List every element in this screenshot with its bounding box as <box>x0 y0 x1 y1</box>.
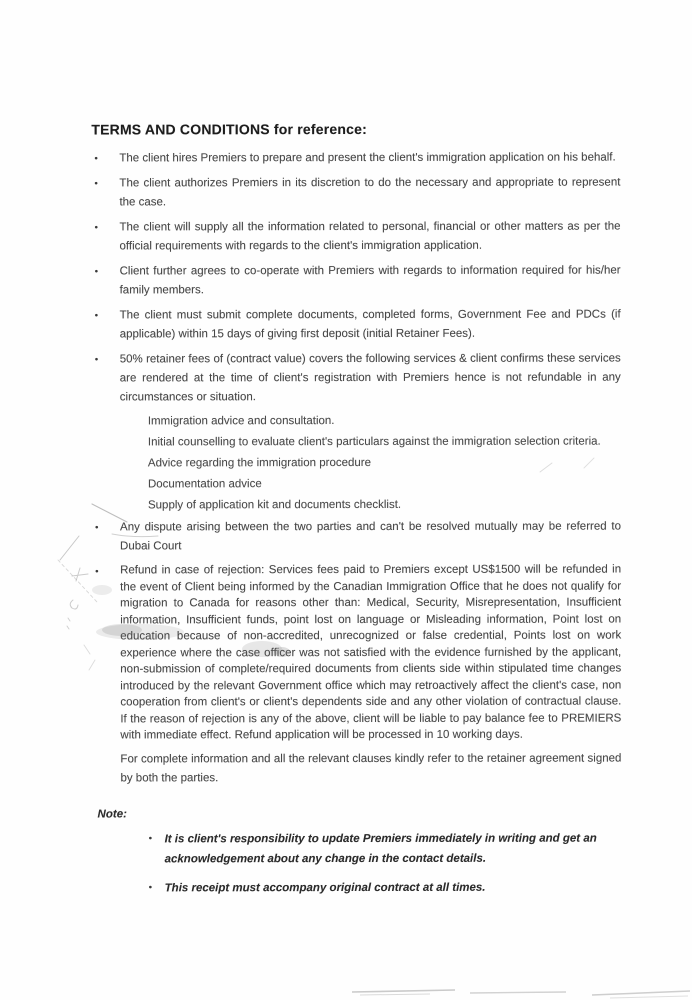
note-label: Note: <box>97 807 127 820</box>
included-service-item: Supply of application kit and documents checklist. <box>147 498 402 512</box>
bullet-marker: • <box>94 222 99 234</box>
closing-paragraph: For complete information and all the relevant clauses kindly refer to the retainer agreement signed by both the parties. <box>120 752 622 784</box>
pen-squiggle <box>72 568 88 581</box>
terms-bullet-item <box>92 350 621 408</box>
bullet-marker: • <box>95 522 99 534</box>
pen-squiggle <box>67 618 70 629</box>
note-section <box>98 807 622 898</box>
included-service-item: Initial counselling to evaluate client's particulars against the immigration selection criteria. <box>147 435 601 449</box>
terms-bullet-item <box>92 518 621 557</box>
note-text: This receipt must accompany original contract at all times. <box>164 881 486 894</box>
scan-streak <box>352 990 455 992</box>
bullet-marker: • <box>148 881 153 893</box>
terms-bullet-item <box>91 218 620 257</box>
document-content <box>91 121 621 907</box>
bullet-marker: • <box>94 354 99 366</box>
terms-bullet-text: Any dispute arising between the two parties and can't be resolved mutually may be referred to Dubai Court <box>120 520 622 553</box>
bullet-marker: • <box>94 153 98 165</box>
scan-streak <box>470 992 566 993</box>
pen-squiggle <box>70 600 78 609</box>
terms-bullet-text: The client will supply all the information related to personal, financial or other matters as per the official requirements with regards to the client's immigration application. <box>119 220 621 253</box>
included-service-item: Documentation advice <box>147 478 262 491</box>
included-services-list <box>148 413 621 515</box>
included-service-item: Immigration advice and consultation. <box>147 415 335 428</box>
note-text: It is client's responsibility to update Premiers immediately in writing and get an acknowledgement about any change in the contact details. <box>164 832 597 865</box>
terms-bullet-item <box>92 306 621 345</box>
terms-bullet-text: 50% retainer fees of (contract value) covers the following services & client confirms these services are rendered at the time of client's registration with Premiers hence is not refundable in any circumstances or situation. <box>119 352 621 404</box>
terms-bullet-text: The client must submit complete documents, completed forms, Government Fee and PDCs (if applicable) within 15 days of giving first deposit (initial Retainer Fees). <box>119 308 621 341</box>
bullet-marker: • <box>94 310 99 322</box>
refund-clause-text: Refund in case of rejection: Services fees paid to Premiers except US$1500 will be refunded in the event of Client being informed by the Canadian Immigration Office that he does not qualify for migration to Canada for reasons other than: Medical, Security, Misrepresentation, Insufficient information, Insufficient funds, point lost on language or Misleading information, Point lost on education because of non-accredited, unrecognized or false credential, Points lost on work experience where the case officer was not satisfied with the evidence furnished by the applicant, non-submission of complete/required documents from clients side within stipulated time changes introduced by the relevant Government office which may retroactively affect the client's case, non cooperation from client's or client's dependents side and any other violation of contractual clause. If the reason of rejection is any of the above, client will be liable to pay balance fee to PREMIERS with immediate effect. Refund application will be processed in 10 working days. <box>120 563 622 742</box>
terms-bullet-item <box>91 174 620 213</box>
scan-streak <box>610 996 688 998</box>
terms-bullet-item <box>92 262 621 301</box>
bullet-marker: • <box>95 566 99 578</box>
terms-bullet-text: The client hires Premiers to prepare and present the client's immigration application on his behalf. <box>119 151 616 165</box>
scan-streaks <box>352 990 690 998</box>
bullet-marker: • <box>148 832 153 844</box>
terms-bullet-text: Client further agrees to co-operate with Premiers with regards to information required for his/her family members. <box>119 264 621 297</box>
included-service-item: Advice regarding the immigration procedure <box>147 456 372 470</box>
terms-bullet-item-refund <box>92 562 621 744</box>
bullet-marker: • <box>94 178 98 190</box>
terms-bullet-text: The client authorizes Premiers in its discretion to do the necessary and appropriate to represent the case. <box>119 176 621 209</box>
scan-streak <box>360 994 430 995</box>
note-item <box>146 877 608 898</box>
page-title: TERMS AND CONDITIONS for reference: <box>91 120 367 138</box>
pen-stroke <box>60 536 79 560</box>
bullet-marker: • <box>94 266 99 278</box>
scan-streak <box>592 991 690 995</box>
note-item <box>146 828 608 869</box>
terms-bullet-item <box>91 149 620 169</box>
